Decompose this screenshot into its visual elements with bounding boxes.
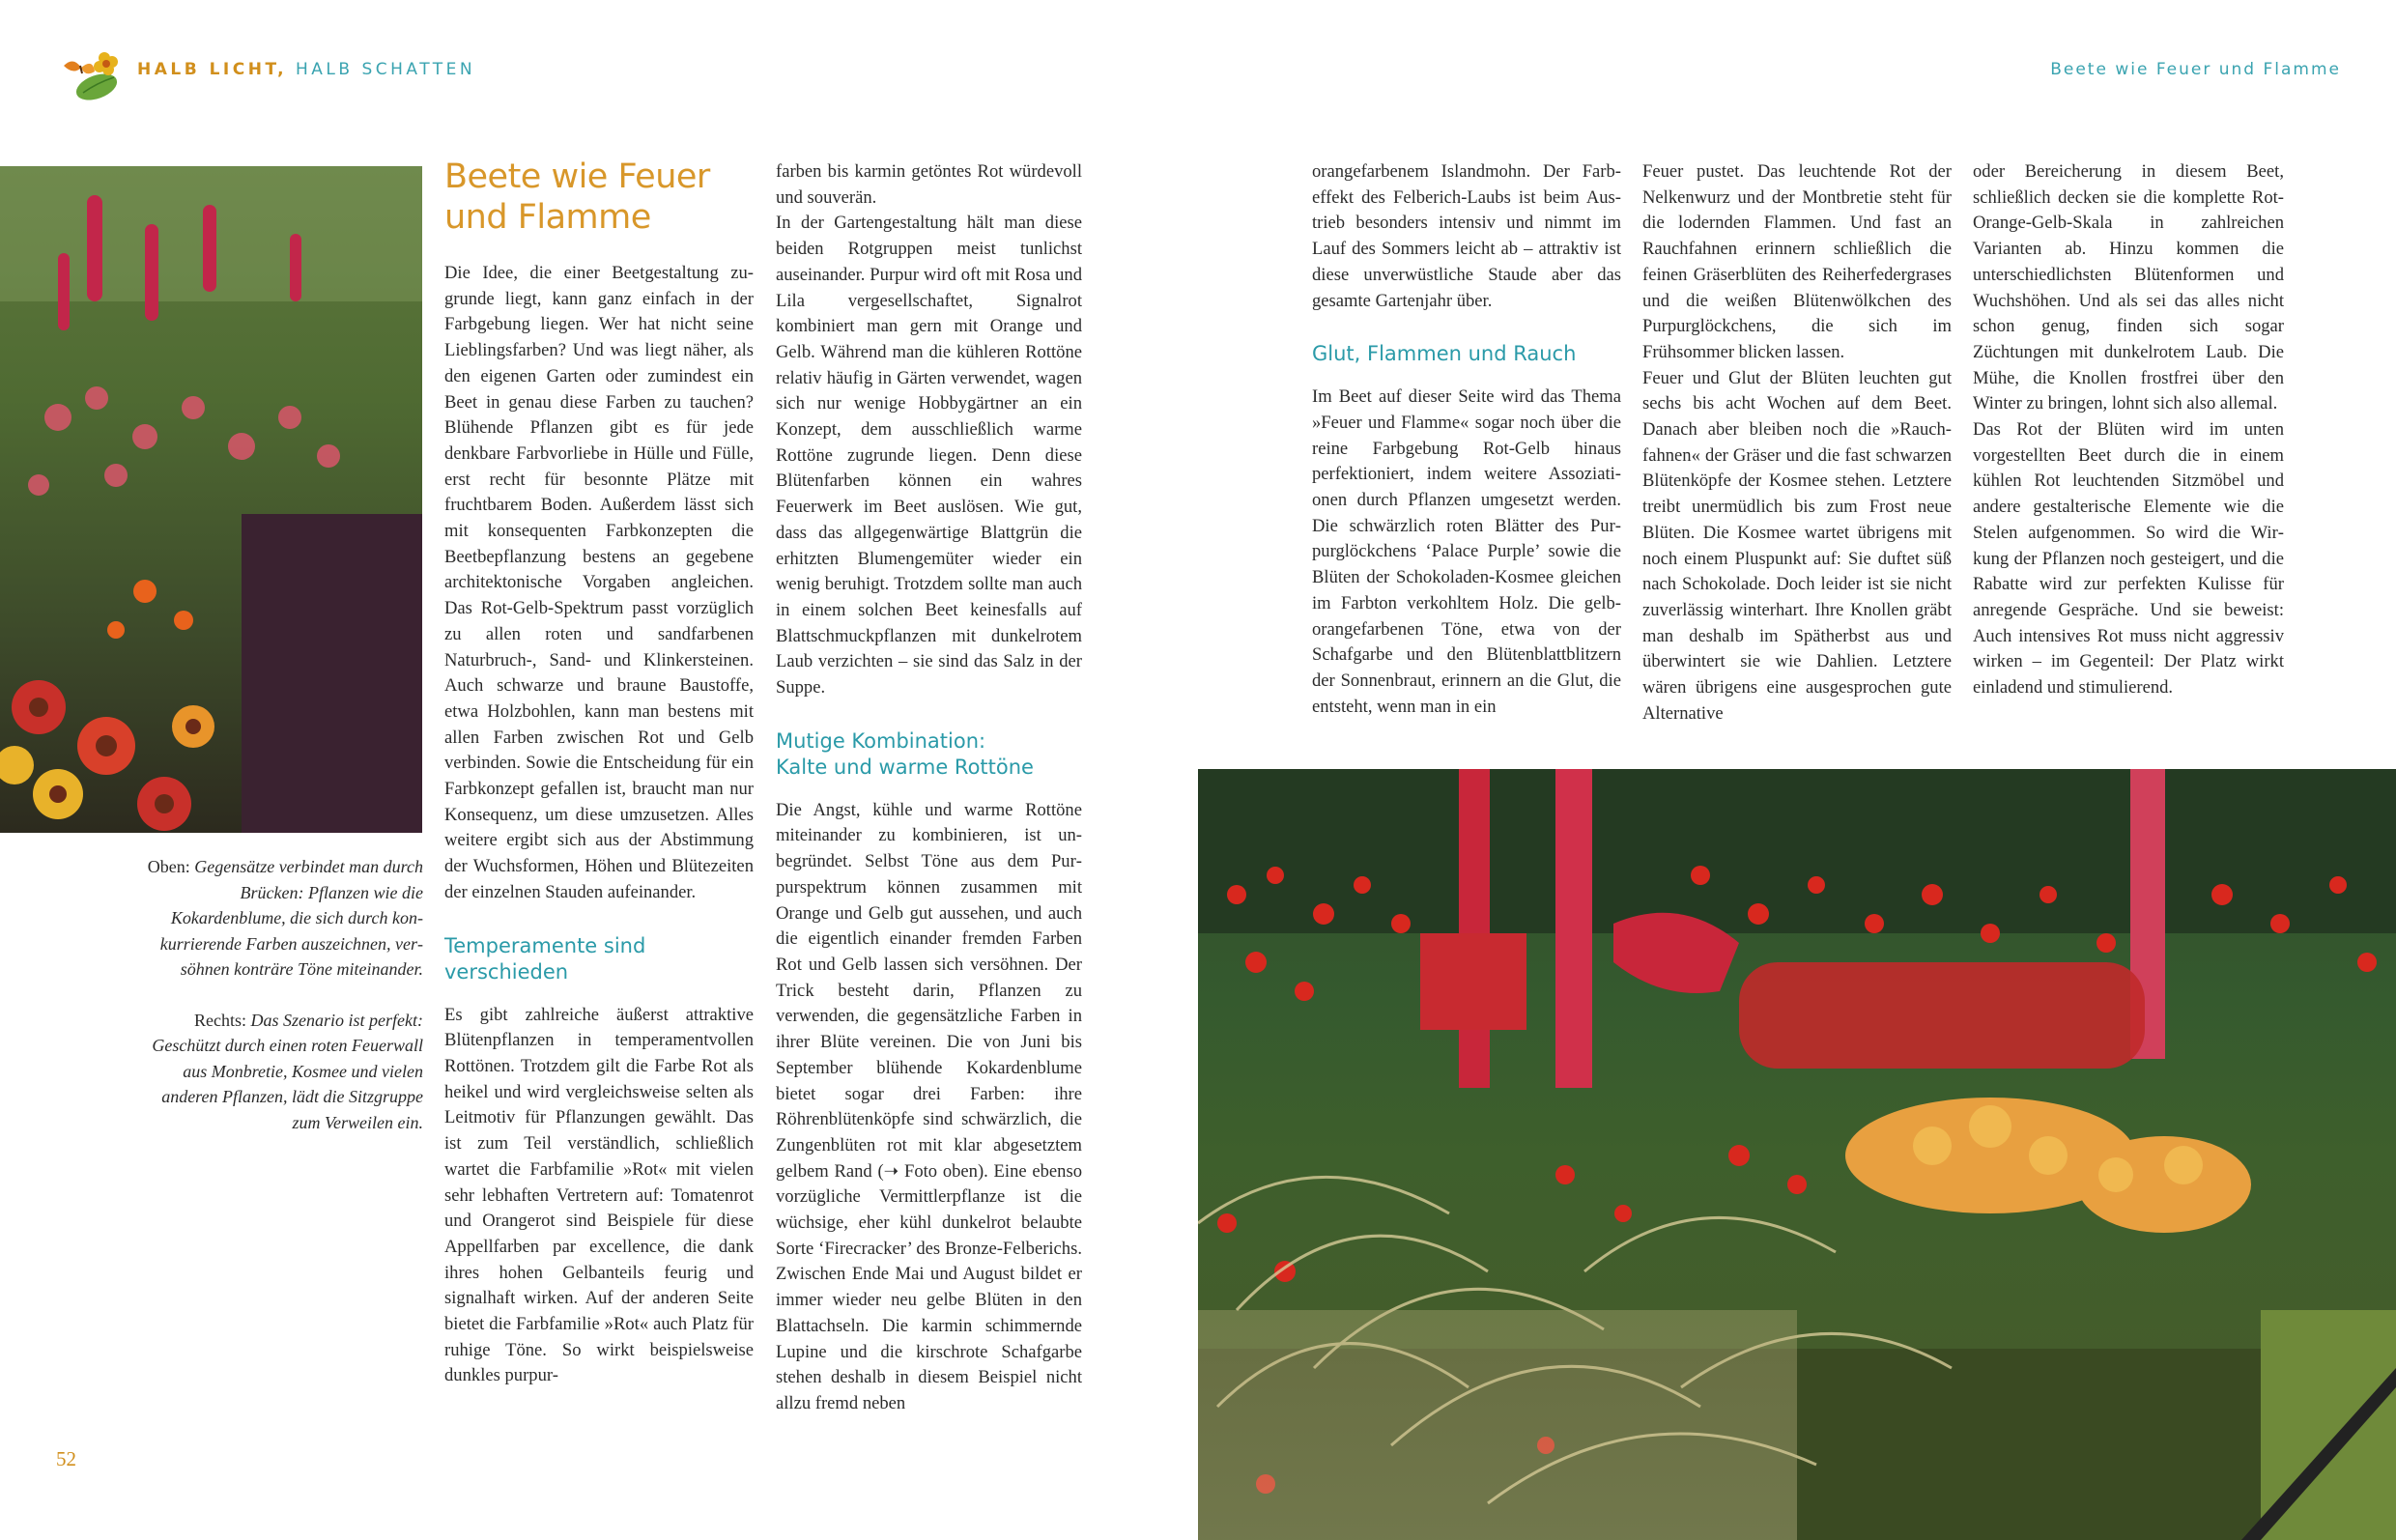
header-left-bold: HALB LICHT, xyxy=(137,60,288,79)
title-line-2: und Flamme xyxy=(444,198,651,237)
running-header-right: Beete wie Feuer und Flamme xyxy=(2050,60,2341,79)
article-title xyxy=(444,157,754,238)
running-header-left xyxy=(137,60,475,79)
subheading-mutige-kombination xyxy=(776,728,1082,781)
col5-paragraph-2: Das Rot der Blüten wird im unten vorgestellten Beet durch die in einem kühlen Rot leuchtenden Sitzmöbel und andere gestalterische Elemente wie die Stelen aufgenommen. So wird die Wirkung der Pflanzen noch gesteigert, und die Rabatte wird zur perfekten Kulisse für anregende Gespräche. Und sie beweist: Auch intensives Rot muss nicht aggressiv wirken – im Gegenteil: Der Platz wirkt einladend und stimulierend. xyxy=(1973,419,2284,699)
subheading-temperamente xyxy=(444,933,754,985)
page-number: 52 xyxy=(56,1447,76,1470)
photo-captions xyxy=(137,854,423,1160)
subheading-temperamente-line-1: Temperamente sind xyxy=(444,933,646,957)
col1-intro-paragraph: Die Idee, die einer Beetgestaltung zugrunde liegt, kann ganz einfach in der Farbgebung liegen. Wer hat nicht seine Lieblingsfarben? Und was liegt näher, als den eigenen Garten oder zumindest ein Beet in genau diese Farben zu tauchen? Blühende Pflanzen gibt es für jede denkbare Farbvorliebe in Hülle und Fülle, erst recht für besonnte Plätze mit fruchtbarem Boden. Außerdem lässt sich mit konsequenten Farbkonzepten die Beetbepflanzung bestens an gegebene architektonische Vorgaben angleichen. Das Rot-Gelb-Spektrum passt vorzüglich zu allen roten und sandfarbenen Naturbruch-, Sand- und Klinkersteinen. Auch schwarze und braune Baustoffe, etwa Holzbohlen, kann man bestens mit allen Farben zwischen Rot und Gelb verbinden. Sowie die Entscheidung für ein Farbkonzept gefallen ist, braucht man nur Konsequenz, um diese umzusetzen. Alles weitere ergibt sich aus der Abstimmung der Wuchsformen, Höhen und Blütezeiten der einzelnen Stauden aufeinander. xyxy=(444,263,754,902)
col3-paragraph-1: orangefarbenem Islandmohn. Der Farbeffekt des Felberich-Laubs ist beim Austrieb besonders intensiv und nimmt im Lauf des Sommers leicht ab – attraktiv ist diese unverwüstliche Staude aber das gesamte Gartenjahr über. xyxy=(1312,161,1621,311)
col3-paragraph-2: Im Beet auf dieser Seite wird das Thema »Feuer und Flamme« sogar noch über die reine Farbgebung Rot-Gelb hinaus perfektioniert, indem weitere Assoziationen durch Pflanzen umgesetzt werden. Die schwärzlich roten Blätter des Purpurglöckchens ‘Palace Purple’ sowie die Blüten der Schokoladen-Kosmee gleichen im Farbton verkohltem Holz. Die gelb-orangefarbenen Töne, etwa von der Schafgarbe und den Blütenblattblitzern der Sonnenbraut, erinnern an die Glut, die entsteht, wenn man in ein xyxy=(1312,386,1621,717)
garden-photo-bottom-right xyxy=(1198,769,2396,1540)
col2-paragraph-2: In der Gartengestaltung hält man diese beiden Rotgruppen meist tunlichst auseinander. Purpur wird oft mit Rosa und Lila vergesellschaftet, Signalrot kombiniert man gern mit Orange und Gelb. Während man die kühleren Rottöne relativ häufig in Gärten verwendet, wagen sich nur wenige Hobbygärtner an ein Konzept, dem ausschließlich warme Rottöne zugrunde liegen. Denn diese Blütenfarben können ein wahres Feuerwerk im Beet auslösen. Wie gut, dass das allgegenwärtige Blattgrün die erhitzten Blumengemüter wieder ein wenig beruhigt. Trotzdem sollte man auch in einem solchen Beet keinesfalls auf Blattschmuckpflanzen mit dunkelrotem Laub verzichten – sie sind das Salz in der Suppe. xyxy=(776,213,1082,699)
garden-photo-top-left xyxy=(0,166,422,833)
caption-right-text: Das Szenario ist perfekt: Geschützt durch einen roten Feuerwall aus Monbretie, Kosmee und vielen anderen Pflanzen, lädt die Sitzgruppe zum Verweilen ein. xyxy=(152,1010,423,1132)
article-column-2 xyxy=(776,159,1082,1417)
col2-paragraph-1: farben bis karmin getöntes Rot würdevoll und souverän. xyxy=(776,161,1082,208)
subheading-mutige-line-2: Kalte und warme Rottöne xyxy=(776,755,1034,779)
caption-right xyxy=(137,1008,423,1136)
title-line-1: Beete wie Feuer xyxy=(444,157,710,196)
article-column-1 xyxy=(444,157,754,1389)
col4-paragraph-2: Feuer und Glut der Blüten leuchten gut sechs bis acht Wochen auf dem Beet. Danach aber bleiben noch die »Rauchfahnen« der Gräser und die fast schwarzen Blütenköpfe der Kosmee stehen. Letztere treibt unermüdlich bis zum Frost neue Blüten. Die Kosmee wartet übrigens mit noch einem Pluspunkt auf: Sie duftet süß nach Schokolade. Doch leider ist sie nicht zuverlässig winterhart. Ihre Knollen gräbt man deshalb im Spätherbst aus und überwintert sie wie Dahlien. Letztere wären übrigens eine ausgesprochen gute Alternative xyxy=(1642,367,1952,724)
subheading-mutige-line-1: Mutige Kombination: xyxy=(776,728,986,753)
col5-paragraph-1: oder Bereicherung in diesem Beet, schließlich decken sie die komplette Rot-Orange-Gelb-Skala in zahlreichen Varianten ab. Hinzu kommen die unterschiedlichsten Blütenformen und Wuchshöhen. Und als sei das alles nicht schon genug, finden sich sogar Züchtungen mit dunkelrotem Laub. Die Mühe, die Knollen frostfrei über den Winter zu bringen, lohnt sich also allemal. xyxy=(1973,161,2284,414)
subheading-temperamente-line-2: verschieden xyxy=(444,959,569,984)
col1-paragraph-2: Es gibt zahlreiche äußerst attraktive Blütenpflanzen in temperamentvollen Rottönen. Trotzdem gilt die Farbe Rot als heikel und wird vergleichsweise selten als Leitmotiv für Pflanzungen gewählt. Das ist zum Teil verständlich, schließlich wartet die Farbfamilie »Rot« mit vielen sehr lebhaften Vertretern auf: Tomatenrot und Orangerot sind Beispiele für diese Appellfarben par excellence, die dank ihres hohen Gelbanteils feurig und signalhaft wirken. Auf der anderen Seite bietet die Farbfamilie »Rot« auch Platz für ruhige Töne. So wirkt beispielsweise dunkles purpur- xyxy=(444,1004,754,1386)
article-column-3 xyxy=(1312,159,1621,720)
caption-top xyxy=(137,854,423,983)
subheading-glut-flammen-rauch: Glut, Flammen und Rauch xyxy=(1312,342,1577,366)
caption-right-label: Rechts: xyxy=(194,1010,247,1030)
col2-paragraph-3: Die Angst, kühle und warme Rottöne miteinander zu kombinieren, ist unbegründet. Selbst Töne aus dem Purpurspektrum können zusammen mit Orange und Gelb gut aussehen, und auch die eigentlich einander fremden Farben Rot und Gelb lassen sich versöhnen. Der Trick besteht darin, Pflanzen zu verwenden, die gegensätzliche Farben in ihrer Blüte vereinen. Die von Juni bis September blühende Kokardenblume bietet sogar drei Farben: ihre Röhrenblütenköpfe sind schwärzlich, die Zungenblüten rot mit klar abgesetztem gelbem Rand (➝ Foto oben). Eine ebenso vorzügliche Vermittlerpflanze ist die wüchsige, eher kühl dunkelrot belaubte Sorte ‘Firecracker’ des Bronze-Felberichs. Zwischen Ende Mai und August bildet er immer wieder neu gelbe Blüten in den Blattachseln. Die karmin schimmernde Lupine und die kirschrote Schafgarbe stehen deshalb in diesem Beispiel nicht allzu fremd neben xyxy=(776,799,1082,1413)
col4-paragraph-1: Feuer pustet. Das leuchtende Rot der Nelkenwurz und der Montbretie steht für die lodernden Flammen. Und fast an Rauchfahnen erinnern schließlich die feinen Gräserblüten des Reiherfedergrases und die weißen Blütenwölkchen des Purpurglöckchens, die sich im Frühsommer blicken lassen. xyxy=(1642,161,1952,362)
article-column-5 xyxy=(1973,159,2284,701)
header-left-light: HALB SCHATTEN xyxy=(287,60,476,79)
flower-butterfly-logo-icon xyxy=(54,44,137,108)
caption-top-label: Oben: xyxy=(147,857,190,876)
article-column-4 xyxy=(1642,159,1952,727)
caption-top-text: Gegensätze verbindet man durch Brücken: Pflanzen wie die Kokardenblume, die sich durch konkurrierende Farben auszeichnen, versöhnen konträre Töne miteinander. xyxy=(159,857,423,979)
